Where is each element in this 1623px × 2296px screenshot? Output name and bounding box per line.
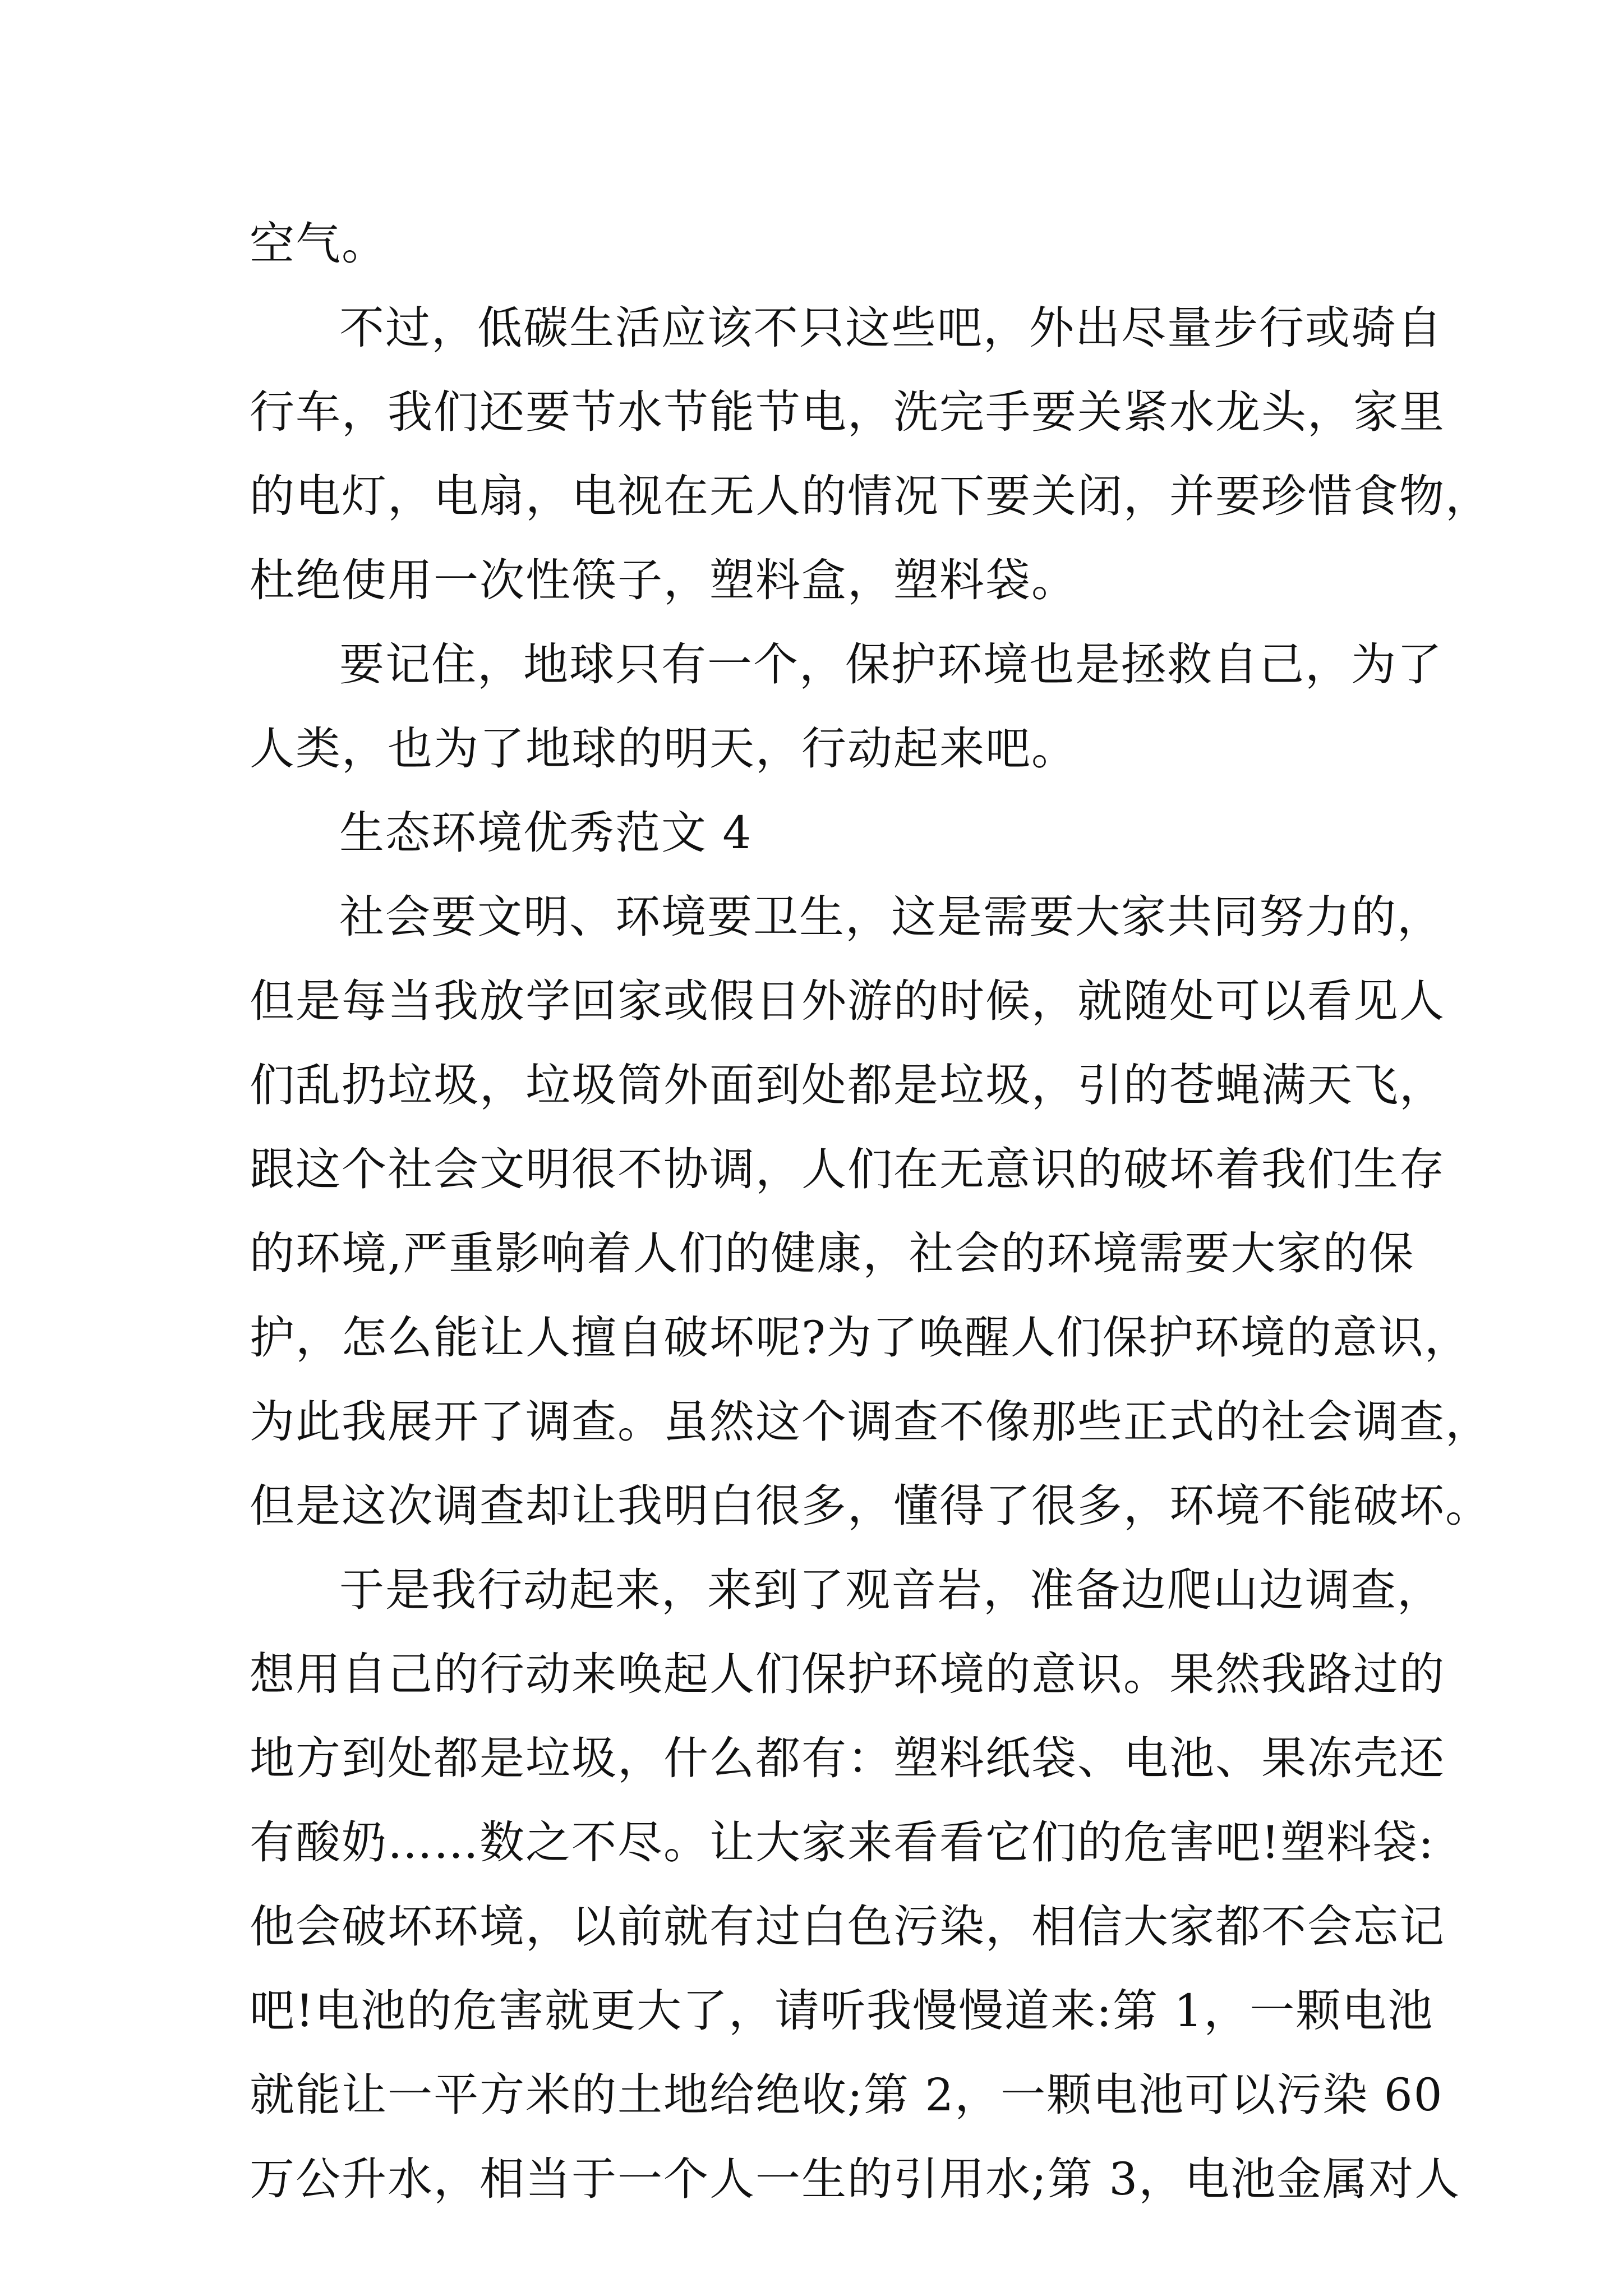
text-line: 有酸奶……数之不尽。让大家来看看它们的危害吧!塑料袋:	[250, 1816, 1435, 1869]
text-line: 行车，我们还要节水节能节电，洗完手要关紧水龙头，家里	[250, 386, 1445, 438]
text-line: 杜绝使用一次性筷子，塑料盒，塑料袋。	[250, 554, 1077, 606]
document-body	[250, 202, 1491, 2221]
text-line: 们乱扔垃圾，垃圾筒外面到处都是垃圾，引的苍蝇满天飞，	[250, 1059, 1445, 1111]
text-line: 就能让一平方米的土地给绝收;第 2，一颗电池可以污染 60	[250, 2069, 1444, 2121]
text-line: 人类，也为了地球的明天，行动起来吧。	[250, 723, 1077, 775]
text-line: 跟这个社会文明很不协调，人们在无意识的破坏着我们生存	[250, 1143, 1445, 1195]
text-line: 要记住，地球只有一个，保护环境也是拯救自己，为了	[339, 638, 1443, 691]
text-line: 想用自己的行动来唤起人们保护环境的意识。果然我路过的	[250, 1648, 1445, 1700]
text-line: 于是我行动起来，来到了观音岩，准备边爬山边调查，	[339, 1564, 1443, 1616]
text-line: 不过，低碳生活应该不只这些吧，外出尽量步行或骑自	[339, 302, 1443, 354]
text-line: 但是每当我放学回家或假日外游的时候，就随处可以看见人	[250, 975, 1445, 1027]
text-line: 他会破坏环境，以前就有过白色污染，相信大家都不会忘记	[250, 1901, 1445, 1953]
text-line: 护，怎么能让人擅自破坏呢?为了唤醒人们保护环境的意识，	[250, 1312, 1470, 1364]
text-line: 社会要文明、环境要卫生，这是需要大家共同努力的，	[339, 891, 1443, 943]
text-line: 空气。	[250, 218, 388, 270]
text-line: 的电灯，电扇，电视在无人的情况下要关闭，并要珍惜食物，	[250, 470, 1491, 522]
text-line: 生态环境优秀范文 4	[339, 807, 753, 859]
text-line: 吧!电池的危害就更大了，请听我慢慢道来:第 1，一颗电池	[250, 1985, 1434, 2037]
text-line: 为此我展开了调查。虽然这个调查不像那些正式的社会调查，	[250, 1396, 1491, 1448]
text-line: 但是这次调查却让我明白很多，懂得了很多，环境不能破坏。	[250, 1480, 1491, 1532]
text-line: 的环境,严重影响着人们的健康，社会的环境需要大家的保	[250, 1227, 1415, 1280]
text-line: 万公升水，相当于一个人一生的引用水;第 3，电池金属对人	[250, 2153, 1461, 2205]
text-line: 地方到处都是垃圾，什么都有：塑料纸袋、电池、果冻壳还	[250, 1732, 1445, 1784]
